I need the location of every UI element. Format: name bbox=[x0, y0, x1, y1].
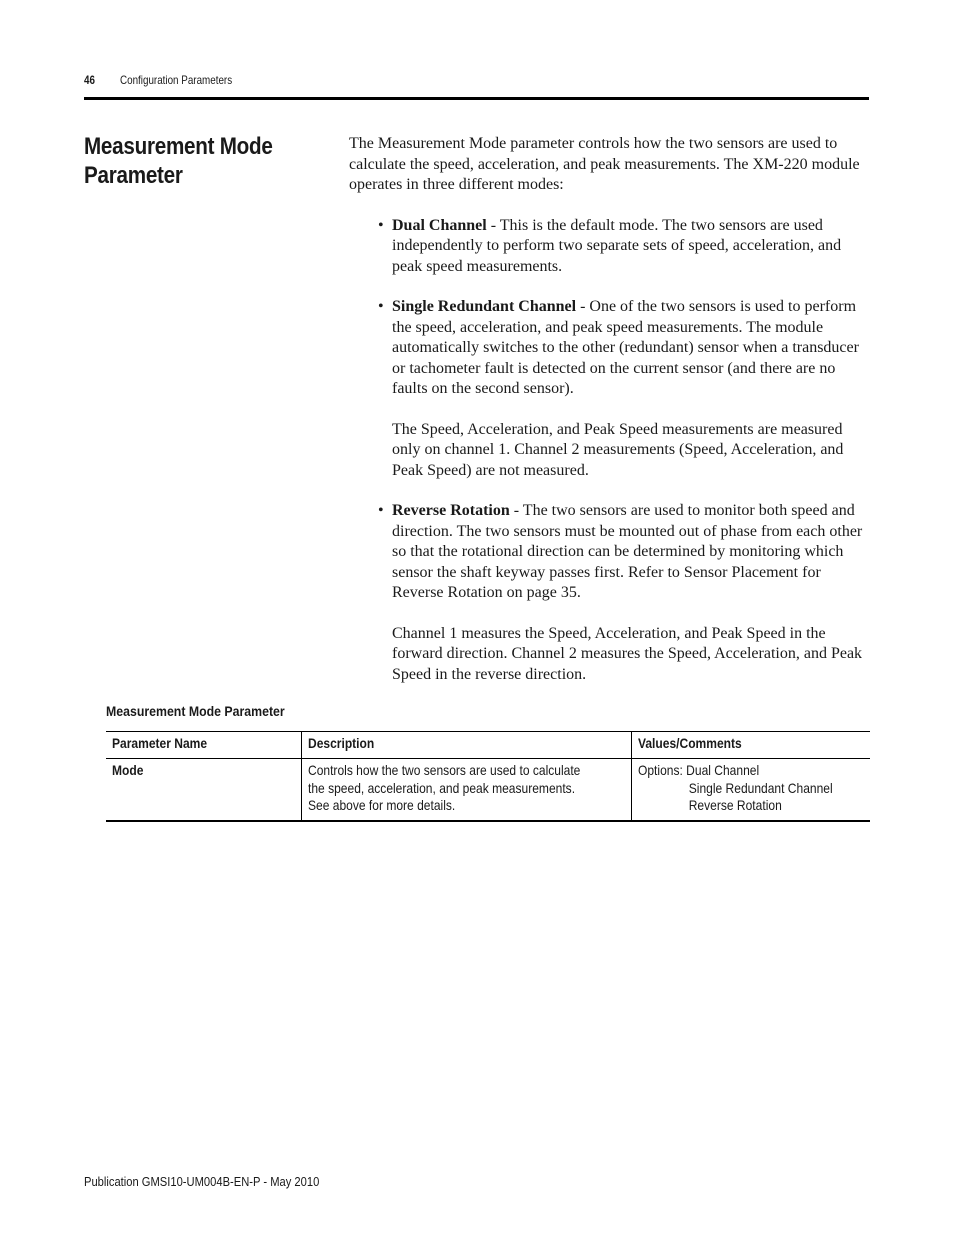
option-value: Reverse Rotation bbox=[688, 797, 782, 813]
description-line: Controls how the two sensors are used to calculate bbox=[307, 762, 581, 778]
cell-parameter-name: Mode bbox=[112, 762, 144, 778]
page-header bbox=[84, 73, 869, 100]
publication-footer: Publication GMSI10-UM004B-EN-P - May 2010 bbox=[84, 1174, 320, 1189]
mode-item-single-redundant bbox=[392, 297, 869, 481]
mode-list bbox=[349, 216, 869, 686]
running-head: Configuration Parameters bbox=[120, 73, 233, 87]
page-number: 46 bbox=[84, 73, 95, 87]
description-line: See above for more details. bbox=[307, 797, 456, 813]
option-value: Single Redundant Channel bbox=[688, 779, 833, 796]
mode-text: - This is the default mode. The two sensors are used independently to perform two separate sets of speed, acceleration, and peak speed measurements. bbox=[392, 216, 842, 275]
mode-note: Channel 1 measures the Speed, Acceleration, and Peak Speed in the forward direction. Channel 2 measures the Speed, Acceleration, and Peak Speed in the reverse direction. bbox=[392, 624, 863, 683]
column-header-values-comments: Values/Comments bbox=[631, 732, 870, 759]
mode-text: - One of the two sensors is used to perform the speed, acceleration, and peak speed measurements. The module automatically switches to the other (redundant) sensor when a transducer or tachometer fault is detected on the current sensor (and there are no faults on the second sensor). bbox=[392, 298, 859, 397]
intro-paragraph: The Measurement Mode parameter controls how the two sensors are used to calculate the speed, acceleration, and peak measurements. The XM-220 module operates in three different modes: bbox=[349, 135, 860, 193]
section-title-line-2: Parameter bbox=[84, 162, 183, 189]
description-line: the speed, acceleration, and peak measurements. bbox=[307, 779, 575, 796]
table-header-row bbox=[106, 732, 870, 759]
parameter-table bbox=[106, 731, 870, 822]
mode-term: Single Redundant Channel bbox=[392, 298, 577, 315]
body-text bbox=[349, 134, 869, 705]
table-row bbox=[106, 759, 870, 821]
mode-term: Dual Channel bbox=[392, 216, 487, 234]
cell-description bbox=[301, 759, 631, 821]
mode-term: Reverse Rotation bbox=[392, 502, 510, 519]
mode-item-dual-channel bbox=[392, 216, 869, 278]
column-header-description: Description bbox=[301, 732, 631, 759]
options-label: Options: Dual Channel bbox=[637, 762, 759, 778]
column-header-parameter-name: Parameter Name bbox=[112, 735, 208, 751]
mode-text: - The two sensors are used to monitor both speed and direction. The two sensors must be mounted out of phase from each other so that the rotational direction can be determined by monitoring which sensor the shaft keyway passes first. Refer to Sensor Placement for Reverse Rotation on page 35. bbox=[392, 502, 863, 601]
mode-item-reverse-rotation bbox=[392, 501, 869, 685]
mode-note: The Speed, Acceleration, and Peak Speed measurements are measured only on channel 1. Channel 2 measurements (Speed, Acceleration, and Peak Speed) are not measured. bbox=[392, 420, 844, 479]
cell-values-comments bbox=[631, 759, 870, 821]
section-title-line-1: Measurement Mode bbox=[84, 133, 273, 160]
table-caption: Measurement Mode Parameter bbox=[106, 703, 285, 719]
section-title bbox=[84, 132, 290, 190]
